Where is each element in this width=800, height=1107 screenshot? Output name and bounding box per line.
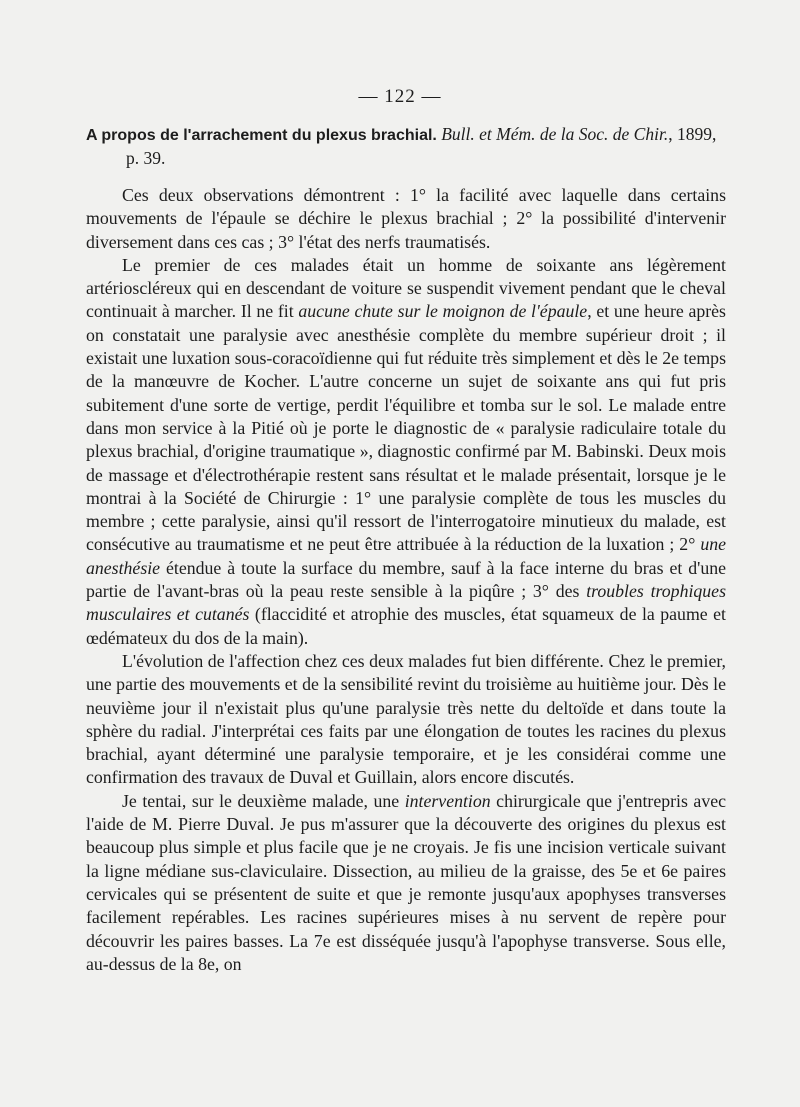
emphasized-text: troubles trophiques musculaires et cutanés	[86, 581, 726, 625]
paragraph-text: Ces deux observations démontrent : 1° la facilité avec laquelle dans certains mouvements de l'épaule se déchire le plexus brachial ; 2° la possibilité d'intervenir diversement dans ces cas ; 3° l'état des nerfs traumatisés.	[86, 185, 726, 252]
reference-source: Bull. et Mém. de la Soc. de Chir.	[441, 124, 669, 144]
paragraph-text: (flaccidité et atrophie des muscles, état squameux de la paume et œdémateux du dos de la main).	[86, 604, 726, 648]
paragraph	[86, 650, 726, 790]
paragraph-text: Le premier de ces malades était un homme de soixante ans légèrement artérioscléreux qui en descendant de voiture se suspendit vivement pendant que le cheval continuait à marcher. Il ne fit	[86, 254, 726, 322]
paragraph-text: étendue à toute la surface du membre, sauf à la face interne du bras et d'une partie de l'avant-bras où la peau reste sensible à la piqûre ; 3° des	[86, 557, 726, 602]
paragraph-text: Je tentai, sur le deuxième malade, une	[122, 790, 405, 811]
body-text	[86, 184, 726, 976]
page-number: — 122 —	[358, 86, 442, 107]
paragraph-text: L'évolution de l'affection chez ces deux malades fut bien différente. Chez le premier, une partie des mouvements et de la sensibilité revint du troisième au huitième jour. Dès le neuvième jour il n'existait plus qu'une paralysie très nette du deltoïde et dans toute la sphère du radial. J'interprétai ces faits par une élongation de toutes les racines du plexus brachial, ayant déterminé une paralysie temporaire, et je les considérai comme une confirmation des travaux de Duval et Guillain, alors encore discutés.	[86, 650, 726, 788]
paragraph-text: chirurgicale que j'entrepris avec l'aide de M. Pierre Duval. Je pus m'assurer que la découverte des origines du plexus est beaucoup plus simple et plus facile que je ne croyais. Je fis une incision verticale suivant la ligne médiane sus-claviculaire. Dissection, au milieu de la graisse, des 5e et 6e paires cervicales qui se présentent de suite et que je remonte jusqu'aux apophyses transverses facilement repérables. Les racines supérieures mises à nu servent de repère pour découvrir les paires basses. La 7e est disséquée jusqu'à l'apophyse transverse. Sous elle, au-dessus de la 8e, on	[86, 790, 726, 974]
paragraph	[86, 254, 726, 650]
emphasized-text: aucune chute sur le moignon de l'épaule	[298, 301, 588, 322]
reference-title: A propos de l'arrachement du plexus brachial.	[86, 127, 437, 144]
reference-year: , 1899,	[668, 124, 717, 144]
paragraph	[86, 790, 726, 976]
reference-pages: p. 39.	[126, 148, 166, 168]
bibliographic-reference	[86, 123, 726, 169]
emphasized-text: une anesthésie	[86, 534, 726, 578]
paragraph-text: , et une heure après on constatait une paralysie avec anesthésie complète du membre supérieur droit ; il existait une luxation sous-coracoïdienne qui fut réduite très simplement et dès le 2e temps de la manœuvre de Kocher. L'autre concerne un sujet de soixante ans qui fut pris subitement d'une sorte de vertige, perdit l'équilibre et tomba sur le sol. Le malade entre dans mon service à la Pitié où je porte le diagnostic de « paralysie radiculaire totale du plexus brachial, d'origine traumatique », diagnostic confirmé par M. Babinski. Deux mois de massage et d'électrothérapie restent sans résultat et le malade présentait, lorsque je le montrai à la Société de Chirurgie : 1° une paralysie complète de tous les muscles du membre ; cette paralysie, ainsi qu'il ressort de l'interrogatoire minutieux du malade, est consécutive au traumatisme et ne peut être attribuée à la réduction de la luxation ; 2°	[86, 301, 726, 555]
emphasized-text: intervention	[404, 790, 491, 811]
paragraph	[86, 184, 726, 254]
